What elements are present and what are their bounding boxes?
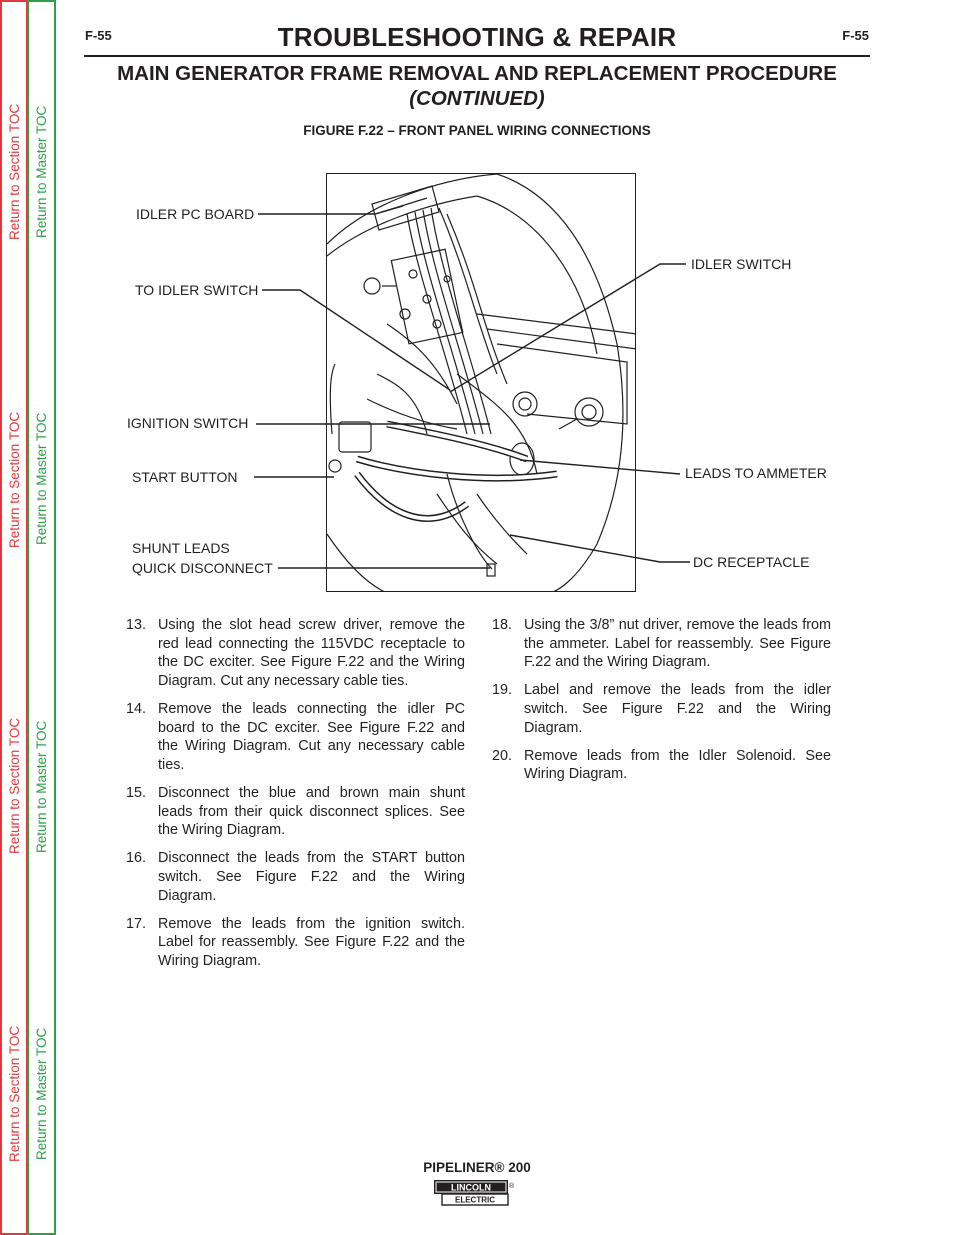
header-divider <box>84 55 870 57</box>
step-text: Remove leads from the Idler Solenoid. See Wiring Diagram. <box>524 747 831 783</box>
callout-dc-receptacle: DC RECEPTACLE <box>693 554 810 570</box>
procedure-step <box>126 915 465 971</box>
steps-column-right <box>492 616 831 794</box>
steps-column-left <box>126 616 465 980</box>
callout-to-idler-switch: TO IDLER SWITCH <box>135 282 259 298</box>
front-panel-wiring-figure <box>326 173 636 592</box>
return-to-master-toc-link[interactable]: Return to Master TOC <box>34 720 49 853</box>
step-text: Disconnect the leads from the START button switch. See Figure F.22 and the Wiring Diagram. <box>158 850 465 904</box>
page-number-left: F-55 <box>85 28 112 43</box>
return-to-master-toc-link[interactable]: Return to Master TOC <box>34 105 49 238</box>
step-text: Remove the leads connecting the idler PC board to the DC exciter. See Figure F.22 and the Wiring Diagram. Cut any necessary cable ties. <box>158 700 465 773</box>
step-number: 17. <box>126 915 147 932</box>
step-number: 19. <box>492 682 513 699</box>
procedure-step <box>492 681 831 737</box>
return-to-section-toc-link[interactable]: Return to Section TOC <box>7 103 22 240</box>
step-text: Disconnect the blue and brown main shunt leads from their quick disconnect splices. See the Wiring Diagram. <box>158 784 465 839</box>
procedure-step <box>126 849 465 905</box>
return-to-master-toc-link[interactable]: Return to Master TOC <box>34 412 49 545</box>
callout-shunt-leads-line2: QUICK DISCONNECT <box>132 560 273 576</box>
master-toc-bar <box>27 0 56 1235</box>
callout-leads-to-ammeter: LEADS TO AMMETER <box>685 465 827 481</box>
return-to-section-toc-link[interactable]: Return to Section TOC <box>7 411 22 548</box>
callout-start-button: START BUTTON <box>132 469 238 485</box>
lincoln-electric-logo <box>434 1180 516 1206</box>
procedure-step <box>492 747 831 784</box>
product-model: PIPELINER® 200 <box>423 1160 531 1175</box>
procedure-subtitle: (CONTINUED) <box>409 87 545 110</box>
return-to-section-toc-link[interactable]: Return to Section TOC <box>7 1025 22 1162</box>
callout-idler-switch: IDLER SWITCH <box>691 256 792 272</box>
procedure-step <box>126 700 465 774</box>
step-text: Using the 3/8” nut driver, remove the leads from the ammeter. Label for reassembly. See Figure F.22 and the Wiring Diagram. <box>524 617 831 671</box>
callout-shunt-leads-line1: SHUNT LEADS <box>132 540 230 556</box>
callout-idler-pc-board: IDLER PC BOARD <box>136 206 255 222</box>
step-number: 16. <box>126 850 147 867</box>
step-number: 15. <box>126 784 147 801</box>
callout-shunt-leads <box>132 538 273 578</box>
section-toc-bar <box>0 0 28 1235</box>
procedure-step <box>126 784 465 840</box>
return-to-master-toc-link[interactable]: Return to Master TOC <box>34 1027 49 1160</box>
page-number-right: F-55 <box>842 28 869 43</box>
procedure-title <box>0 61 954 111</box>
logo-registered-mark: ® <box>509 1183 515 1190</box>
callout-ignition-switch: IGNITION SWITCH <box>127 415 249 431</box>
logo-bottom-text: ELECTRIC <box>455 1195 495 1205</box>
step-text: Remove the leads from the ignition switch. Label for reassembly. See Figure F.22 and the Wiring Diagram. <box>158 915 465 969</box>
return-to-section-toc-link[interactable]: Return to Section TOC <box>7 717 22 854</box>
procedure-step <box>126 616 465 690</box>
step-number: 18. <box>492 617 513 633</box>
logo-top-text: LINCOLN <box>451 1182 491 1193</box>
step-number: 14. <box>126 700 147 717</box>
step-number: 13. <box>126 617 147 633</box>
procedure-step <box>492 616 831 672</box>
procedure-title-text: MAIN GENERATOR FRAME REMOVAL AND REPLACEMENT PROCEDURE <box>117 62 837 85</box>
step-text: Label and remove the leads from the idler switch. See Figure F.22 and the Wiring Diagram. <box>524 682 831 736</box>
step-text: Using the slot head screw driver, remove the red lead connecting the 115VDC receptacle to the DC exciter. See Figure F.22 and the Wiring Diagram. Cut any necessary cable ties. <box>158 617 465 689</box>
wiring-illustration <box>327 174 636 592</box>
step-number: 20. <box>492 747 513 764</box>
figure-caption: FIGURE F.22 – FRONT PANEL WIRING CONNECTIONS <box>303 123 651 138</box>
section-title: TROUBLESHOOTING & REPAIR <box>277 22 677 52</box>
